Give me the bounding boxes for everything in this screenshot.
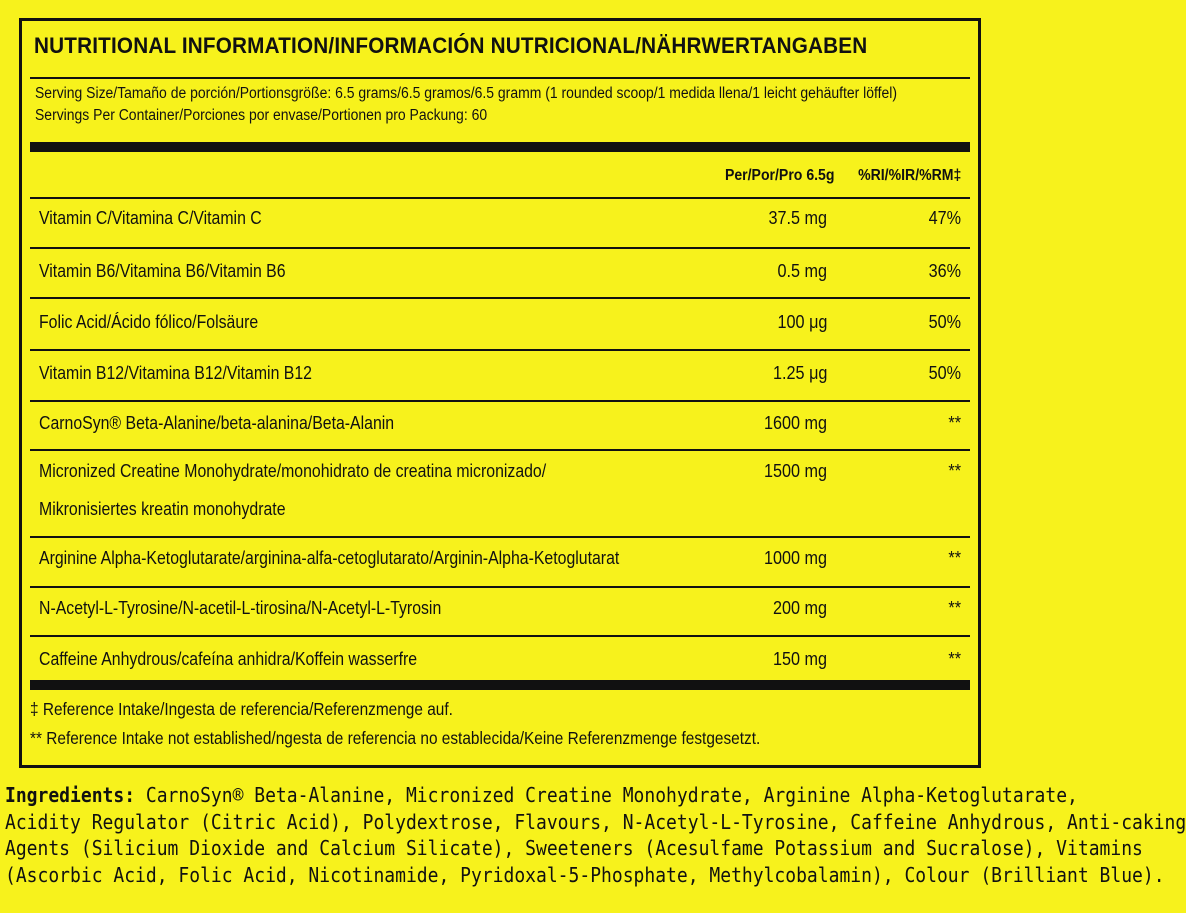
panel-title: NUTRITIONAL INFORMATION/INFORMACIÓN NUTRICIONAL/NÄHRWERTANGABEN (34, 33, 868, 58)
ingredients-label: Ingredients: (5, 783, 136, 807)
nutrient-amount: 37.5 mg (768, 208, 827, 228)
nutrient-name: Arginine Alpha-Ketoglutarate/arginina-alfa-cetoglutarato/Arginin-Alpha-Ketoglutarat (39, 548, 620, 568)
row-divider (30, 635, 970, 637)
nutrient-name: CarnoSyn® Beta-Alanine/beta-alanina/Beta-Alanin (39, 413, 395, 433)
nutrient-name: Vitamin B6/Vitamina B6/Vitamin B6 (39, 261, 286, 281)
footnote-not-established: ** Reference Intake not established/ngesta de referencia no establecida/Keine Referenzmenge festgesetzt. (30, 728, 761, 748)
footnote-reference-intake: ‡ Reference Intake/Ingesta de referencia/Referenzmenge auf. (30, 699, 453, 719)
row-divider (30, 536, 970, 538)
nutrient-name: Caffeine Anhydrous/cafeína anhidra/Koffein wasserfre (39, 649, 418, 669)
nutrient-amount: 1500 mg (763, 461, 827, 481)
row-divider (30, 297, 970, 299)
nutrient-amount: 1000 mg (763, 548, 827, 568)
nutrient-amount: 100 μg (777, 312, 827, 332)
nutrient-amount: 200 mg (772, 598, 827, 618)
ingredients-line: (Ascorbic Acid, Folic Acid, Nicotinamide, Pyridoxal-5-Phosphate, Methylcobalamin), Colour (Brilliant Blue). (5, 862, 1165, 887)
title-divider (30, 77, 970, 79)
nutrient-ri: 50% (928, 312, 961, 332)
nutrient-ri: ** (948, 413, 961, 433)
ingredients-line: Agents (Silicium Dioxide and Calcium Silicate), Sweeteners (Acesulfame Potassium and Sucralose), Vitamins (5, 836, 1143, 860)
nutrient-ri: 36% (928, 261, 961, 281)
nutrient-ri: ** (948, 649, 961, 669)
nutrient-name: N-Acetyl-L-Tyrosine/N-acetil-L-tirosina/N-Acetyl-L-Tyrosin (39, 598, 442, 618)
nutrient-ri: ** (948, 598, 961, 618)
nutrient-amount: 0.5 mg (777, 261, 827, 281)
ingredients-list (5, 782, 1186, 888)
nutrient-name-continued: Mikronisiertes kreatin monohydrate (39, 499, 286, 519)
row-divider (30, 449, 970, 451)
nutrient-name: Vitamin C/Vitamina C/Vitamin C (39, 208, 262, 228)
ingredients-line: Acidity Regulator (Citric Acid), Polydextrose, Flavours, N-Acetyl-L-Tyrosine, Caffeine Anhydrous, Anti-caking (5, 809, 1186, 834)
nutrient-ri: ** (948, 548, 961, 568)
serving-size: Serving Size/Tamaño de porción/Portionsgröße: 6.5 grams/6.5 gramos/6.5 gramm (1 rounded scoop/1 medida llena/1 leicht gehäufter löffel) (35, 85, 898, 102)
servings-per-container: Servings Per Container/Porciones por envase/Portionen pro Packung: 60 (35, 107, 488, 124)
row-divider (30, 247, 970, 249)
row-divider (30, 586, 970, 588)
nutrient-amount: 1.25 μg (772, 363, 827, 383)
nutrient-amount: 150 mg (772, 649, 827, 669)
ri-column-header: %RI/%IR/%RM‡ (857, 167, 961, 184)
row-divider (30, 349, 970, 351)
ingredients-text: CarnoSyn® Beta-Alanine, Micronized Creatine Monohydrate, Arginine Alpha-Ketoglutarate, (135, 783, 1078, 807)
nutrient-ri: ** (948, 461, 961, 481)
thick-divider (30, 142, 970, 152)
nutrient-name: Micronized Creatine Monohydrate/monohidrato de creatina micronizado/ (39, 461, 547, 481)
nutrient-name: Folic Acid/Ácido fólico/Folsäure (39, 312, 259, 332)
nutrient-ri: 47% (928, 208, 961, 228)
nutrient-amount: 1600 mg (763, 413, 827, 433)
row-divider (30, 400, 970, 402)
nutrient-name: Vitamin B12/Vitamina B12/Vitamin B12 (39, 363, 312, 383)
nutrient-ri: 50% (928, 363, 961, 383)
nutrition-facts-panel (19, 18, 981, 768)
amount-column-header: Per/Por/Pro 6.5g (724, 167, 834, 184)
thick-divider-bottom (30, 680, 970, 690)
ingredients-line (5, 782, 1078, 809)
